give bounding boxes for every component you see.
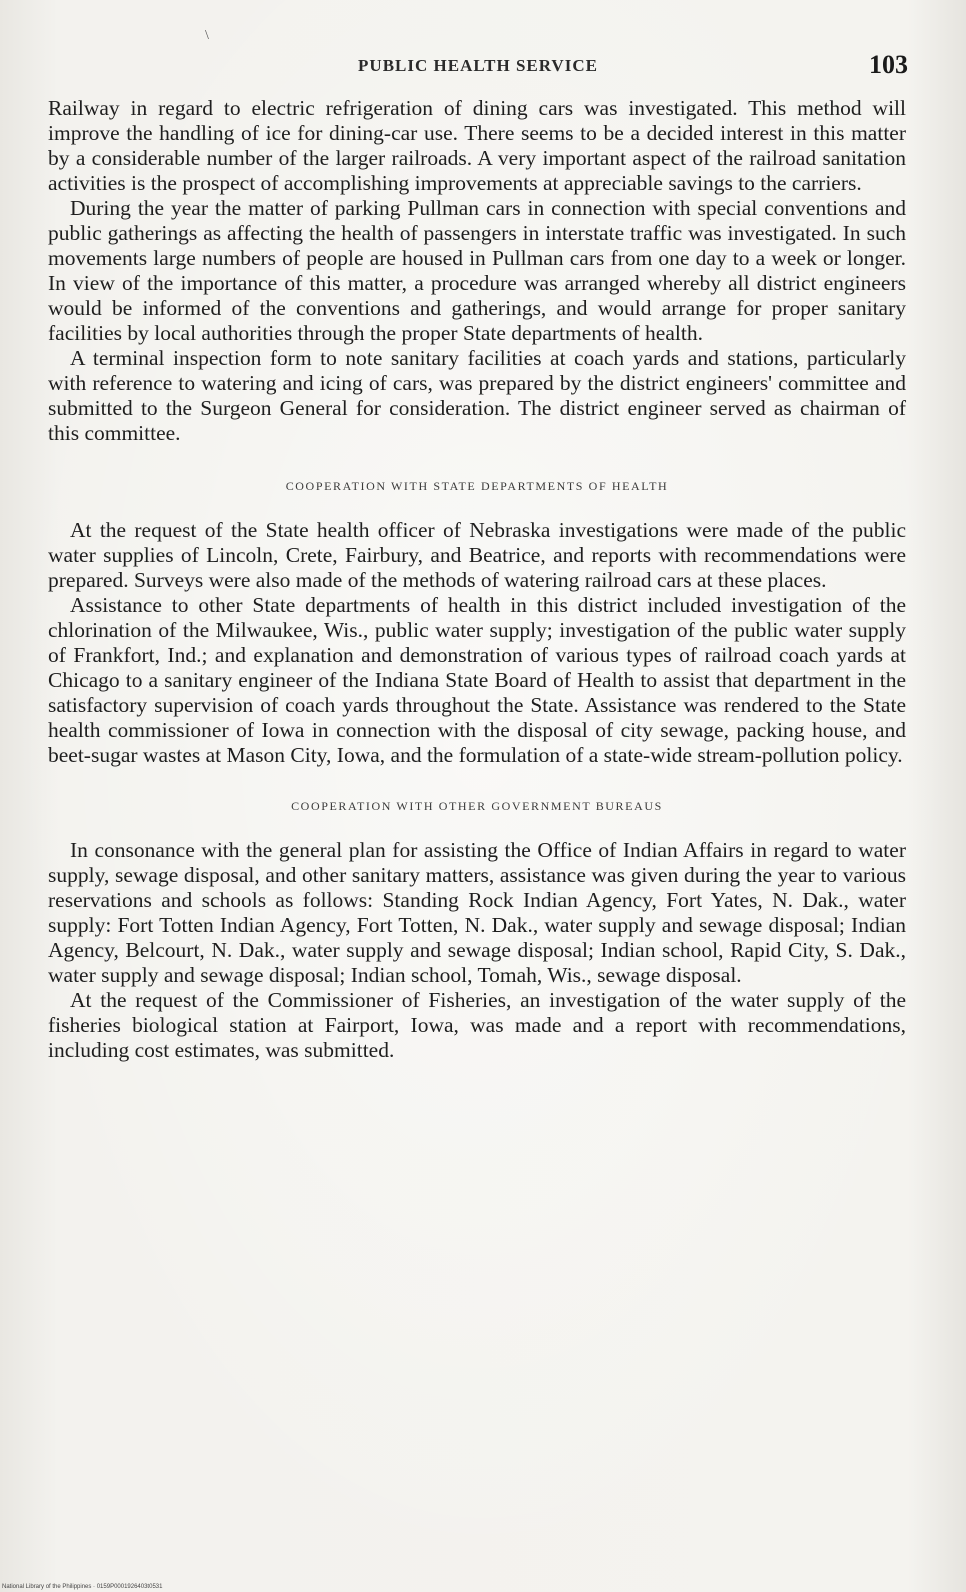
section-heading-state-health: COOPERATION WITH STATE DEPARTMENTS OF HEALTH bbox=[285, 479, 669, 493]
body-text bbox=[48, 96, 906, 1063]
paragraph: During the year the matter of parking Pullman cars in connection with special conventions and public gatherings as affecting the health of passengers in interstate traffic was investigated. In such movements large numbers of people are housed in Pullman cars from one day to a week or longer. In view of the importance of this matter, a procedure was arranged whereby all district engineers would be informed of the conventions and gatherings, and would arrange for proper sanitary facilities by local authorities through the proper State departments of health. bbox=[48, 196, 906, 345]
page-number: 103 bbox=[869, 50, 908, 79]
paragraph: At the request of the State health officer of Nebraska investigations were made of the public water supplies of Lincoln, Crete, Fairbury, and Beatrice, and reports with recommendations were prepared. Surveys were also made of the methods of watering railroad cars at these places. bbox=[48, 518, 906, 592]
section-heading-government-bureaus: COOPERATION WITH OTHER GOVERNMENT BUREAUS bbox=[291, 799, 663, 813]
scan-footer: National Library of the Philippines · 0159P0001926403t0531 bbox=[2, 1584, 163, 1590]
page-header bbox=[48, 50, 908, 82]
paragraph: At the request of the Commissioner of Fisheries, an investigation of the water supply of the fisheries biological station at Fairport, Iowa, was made and a report with recommendations, including cost estimates, was submitted. bbox=[48, 988, 906, 1062]
running-head: PUBLIC HEALTH SERVICE bbox=[358, 56, 598, 75]
paragraph: Railway in regard to electric refrigeration of dining cars was investigated. This method will improve the handling of ice for dining-car use. There seems to be a decided interest in this matter by a considerable number of the larger railroads. A very important aspect of the railroad sanitation activities is the prospect of accomplishing improvements at appreciable savings to the carriers. bbox=[48, 96, 906, 195]
paragraph: In consonance with the general plan for assisting the Office of Indian Affairs in regard to water supply, sewage disposal, and other sanitary matters, assistance was given during the year to various reservations and schools as follows: Standing Rock Indian Agency, Fort Yates, N. Dak., water supply: Fort Totten Indian Agency, Fort Totten, N. Dak., water supply and sewage disposal; Indian Agency, Belcourt, N. Dak., water supply and sewage disposal; Indian school, Rapid City, S. Dak., water supply and sewage disposal; Indian school, Tomah, Wis., sewage disposal. bbox=[48, 838, 906, 987]
paragraph: A terminal inspection form to note sanitary facilities at coach yards and stations, particularly with reference to watering and icing of cars, was prepared by the district engineers' committee and submitted to the Surgeon General for consideration. The district engineer served as chairman of this committee. bbox=[48, 346, 906, 445]
ink-speck: \ bbox=[205, 28, 209, 43]
paragraph: Assistance to other State departments of health in this district included investigation of the chlorination of the Milwaukee, Wis., public water supply; investigation of the public water supply of Frankfort, Ind.; and explanation and demonstration of various types of railroad coach yards at Chicago to a sanitary engineer of the Indiana State Board of Health to assist that department in the satisfactory supervision of coach yards throughout the State. Assistance was rendered to the State health commissioner of Iowa in connection with the disposal of city sewage, packing house, and beet-sugar wastes at Mason City, Iowa, and the formulation of a state-wide stream-pollution policy. bbox=[48, 593, 906, 767]
